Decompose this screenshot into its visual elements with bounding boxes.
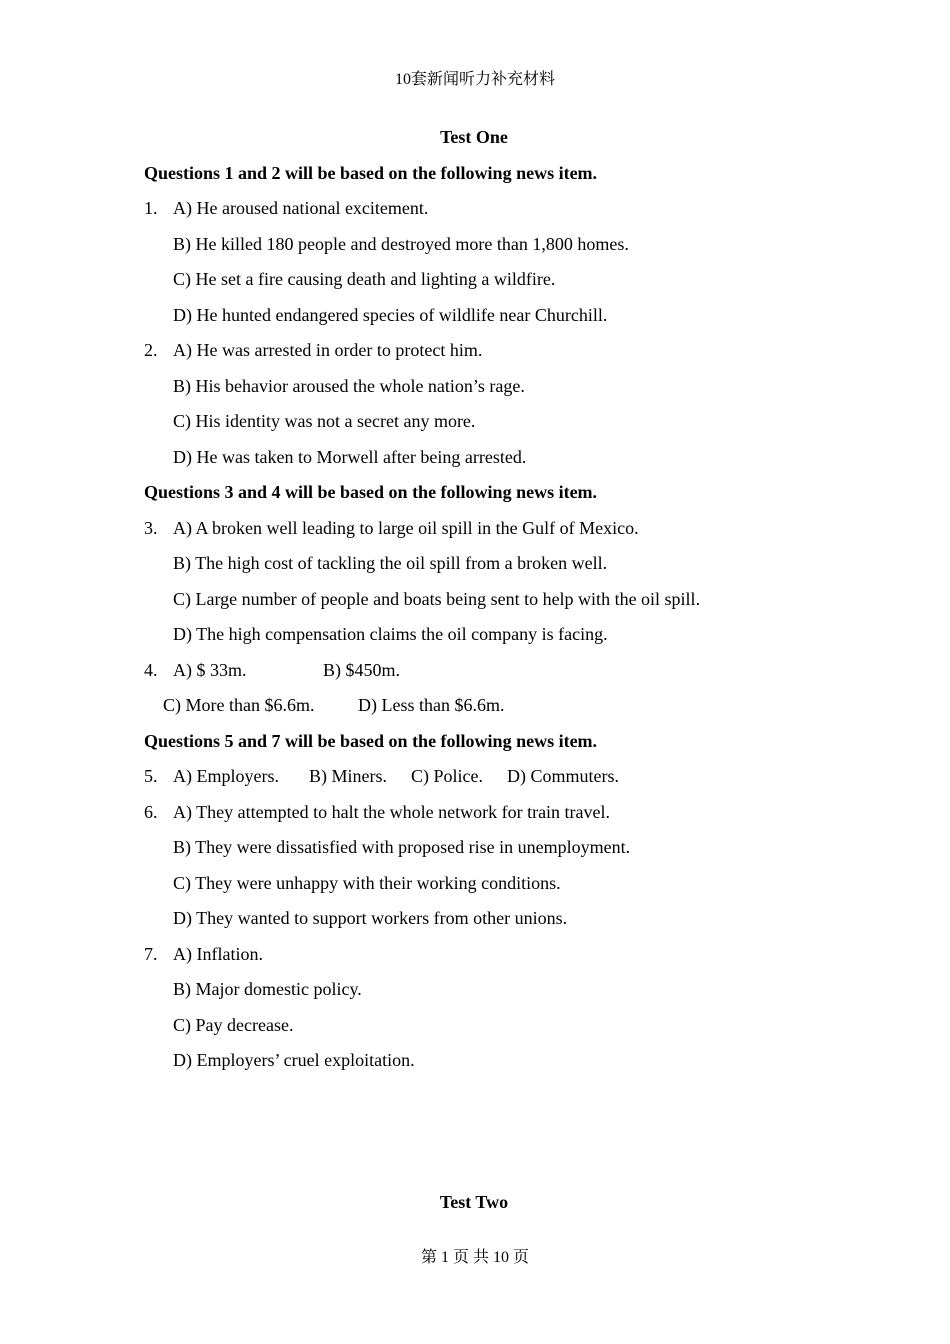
section-title: Test Two: [439, 1191, 509, 1212]
option-d: D) Commuters.: [507, 766, 619, 786]
option-b: B) $450m.: [323, 659, 401, 680]
option-c: C) More than $6.6m.: [163, 695, 315, 715]
option-a: A) Inflation.: [173, 943, 263, 964]
question-number: 7.: [144, 943, 158, 964]
page-header: 10套新闻听力补充材料: [394, 71, 555, 88]
option-d: D) He hunted endangered species of wildlife near Churchill.: [173, 304, 608, 325]
question-2: [144, 337, 804, 373]
question-6: [144, 799, 804, 835]
question-number: 4.: [144, 659, 158, 680]
option-c: C) Large number of people and boats being sent to help with the oil spill.: [173, 588, 701, 609]
question-number: 2.: [144, 340, 158, 360]
question-number: 3.: [144, 517, 158, 538]
question-4-options-cd: [144, 692, 804, 728]
option-a: A) Employers.: [173, 766, 279, 786]
option-d: D) Employers’ cruel exploitation.: [173, 1050, 415, 1070]
question-group-heading: Questions 5 and 7 will be based on the following news item.: [144, 730, 598, 751]
option-d: D) They wanted to support workers from other unions.: [173, 908, 568, 928]
option-b: B) He killed 180 people and destroyed more than 1,800 homes.: [173, 233, 629, 254]
question-number: 6.: [144, 801, 158, 822]
question-number: 5.: [144, 766, 158, 786]
section-spacer: [144, 1083, 804, 1189]
question-number: 1.: [144, 198, 158, 218]
option-c: C) He set a fire causing death and lighting a wildfire.: [173, 269, 556, 289]
option-b: B) The high cost of tackling the oil spill from a broken well.: [173, 553, 608, 573]
question-group-heading: Questions 1 and 2 will be based on the following news item.: [144, 162, 598, 183]
option-a: A) They attempted to halt the whole network for train travel.: [173, 801, 611, 822]
option-c: C) His identity was not a secret any more.: [173, 411, 476, 431]
option-c: C) Police.: [411, 766, 483, 786]
question-5: [144, 763, 804, 799]
option-d: D) He was taken to Morwell after being arrested.: [173, 446, 527, 467]
option-a: A) A broken well leading to large oil spill in the Gulf of Mexico.: [173, 517, 639, 538]
question-1: [144, 195, 804, 231]
option-b: B) Miners.: [309, 766, 387, 786]
question-group-heading: Questions 3 and 4 will be based on the following news item.: [144, 482, 598, 502]
option-a: A) He was arrested in order to protect him.: [173, 340, 483, 360]
question-3: [144, 515, 804, 551]
option-a: A) He aroused national excitement.: [173, 198, 429, 218]
section-title: Test One: [440, 127, 508, 147]
question-4: [144, 657, 804, 693]
question-7: [144, 941, 804, 977]
option-b: B) His behavior aroused the whole nation’s rage.: [173, 375, 525, 396]
option-c: C) Pay decrease.: [173, 1014, 294, 1035]
option-d: D) The high compensation claims the oil company is facing.: [173, 624, 608, 644]
document-body: [144, 124, 804, 1224]
option-b: B) They were dissatisfied with proposed rise in unemployment.: [173, 837, 631, 857]
option-b: B) Major domestic policy.: [173, 979, 362, 999]
option-c: C) They were unhappy with their working conditions.: [173, 872, 561, 893]
page-footer: 第 1 页 共 10 页: [420, 1249, 529, 1266]
option-a: A) $ 33m.: [173, 659, 247, 680]
option-d: D) Less than $6.6m.: [358, 695, 505, 715]
